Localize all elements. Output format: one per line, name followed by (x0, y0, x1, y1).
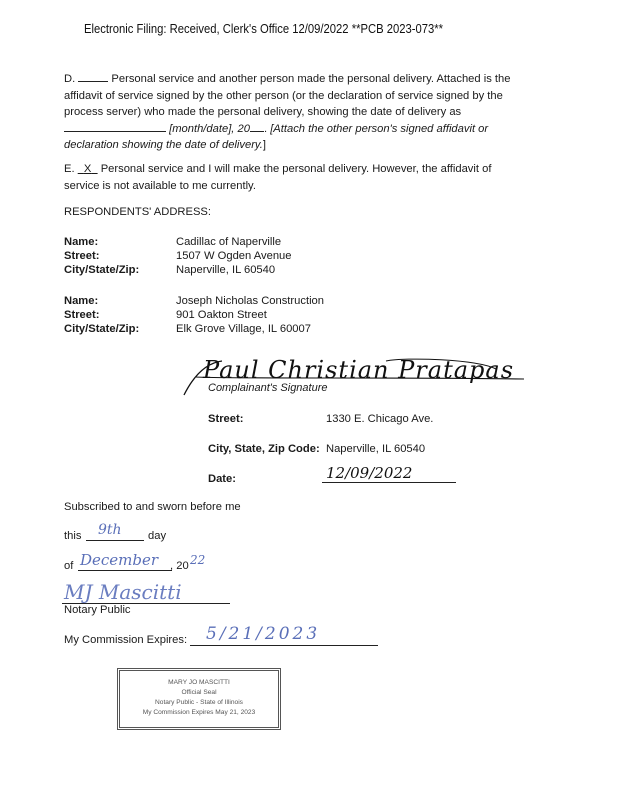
resp2-city-label: City/State/Zip: (64, 323, 140, 335)
seal-state: Notary Public - State of Illinois (155, 699, 243, 706)
of-label: of (64, 560, 74, 572)
seal-official: Official Seal (181, 689, 217, 696)
sworn-text: Subscribed to and sworn before me (64, 501, 241, 513)
complainant-signature: Paul Christian Pratapas (203, 356, 515, 384)
delivery-date-blank (64, 121, 166, 132)
expires-underline (190, 645, 378, 646)
signature-caption: Complainant's Signature (208, 382, 328, 394)
notary-title: Notary Public (64, 604, 131, 616)
complainant-street: 1330 E. Chicago Ave. (326, 413, 434, 425)
notary-signature: MJ Mascitti (64, 580, 182, 604)
resp1-street: 1507 W Ogden Avenue (176, 250, 292, 262)
complainant-date: 12/09/2022 (326, 464, 413, 482)
date-label: Date: (208, 473, 236, 485)
attach-note-b: declaration showing the date of delivery. (64, 139, 263, 151)
section-e-line2: service is not available to me currently. (64, 179, 256, 192)
resp1-name: Cadillac of Naperville (176, 236, 282, 248)
this-label: this (64, 530, 82, 542)
filing-stamp: Electronic Filing: Received, Clerk's Office 12/09/2022 **PCB 2023-073** (84, 22, 444, 36)
respondents-heading: RESPONDENTS' ADDRESS: (64, 206, 211, 218)
seal-expires: My Commission Expires May 21, 2023 (142, 709, 256, 716)
resp2-street-label: Street: (64, 309, 100, 321)
year-value: 22 (190, 553, 206, 567)
year-blank (250, 121, 264, 132)
resp1-city: Naperville, IL 60540 (176, 264, 276, 276)
resp1-city-label: City/State/Zip: (64, 264, 140, 276)
section-d-line1: Personal service and another person made the personal delivery. Attached is the (111, 73, 511, 85)
month-value: December (80, 551, 159, 569)
resp1-street-label: Street: (64, 250, 100, 262)
resp2-name-label: Name: (64, 295, 99, 307)
bracket-close: ] (262, 139, 266, 151)
section-e-mark-wrap (78, 163, 98, 175)
street-label: Street: (208, 413, 244, 425)
month-date-text: [month/date], 20 (169, 122, 250, 135)
notary-seal (117, 668, 281, 730)
year-prefix: , 20 (170, 560, 189, 572)
date-underline (322, 482, 456, 483)
expires-label: My Commission Expires: (64, 634, 188, 646)
expires-value: 5/21/2023 (206, 624, 321, 644)
resp2-city: Elk Grove Village, IL 60007 (176, 323, 311, 335)
attach-note-a: [Attach the other person's signed affidavit or (270, 122, 489, 135)
section-d: D. Personal service and another person made the personal delivery. Attached is the affidavit of service signed by the other person (or the declaration of service signed by the process server) who made the personal delivery, showing the date of delivery as [month/date], 20 . [Attach the other person's signed affidavit or declaration showing the date of delivery.] (64, 71, 534, 154)
complainant-city: Naperville, IL 60540 (326, 443, 426, 455)
resp2-name: Joseph Nicholas Construction (176, 295, 324, 307)
section-d-prefix: D. (64, 73, 76, 85)
section-e-line1: Personal service and I will make the personal delivery. However, the affidavit of (100, 163, 492, 175)
section-d-blank (78, 71, 108, 82)
section-e-mark: X (83, 163, 92, 175)
section-d-line3: process server) who made the personal delivery, showing the date of delivery as (64, 106, 462, 118)
day-value: 9th (98, 522, 122, 538)
city-label: City, State, Zip Code: (208, 443, 320, 455)
resp1-name-label: Name: (64, 236, 99, 248)
section-e-prefix: E. (64, 163, 75, 175)
month-underline (78, 570, 172, 571)
section-e (64, 161, 534, 194)
section-d-line2: affidavit of service signed by the other person (or the declaration of service signed by the (64, 89, 503, 102)
seal-name: MARY JO MASCITTI (168, 679, 230, 686)
resp2-street: 901 Oakton Street (176, 309, 267, 321)
day-label: day (148, 530, 167, 542)
day-underline (86, 540, 144, 541)
